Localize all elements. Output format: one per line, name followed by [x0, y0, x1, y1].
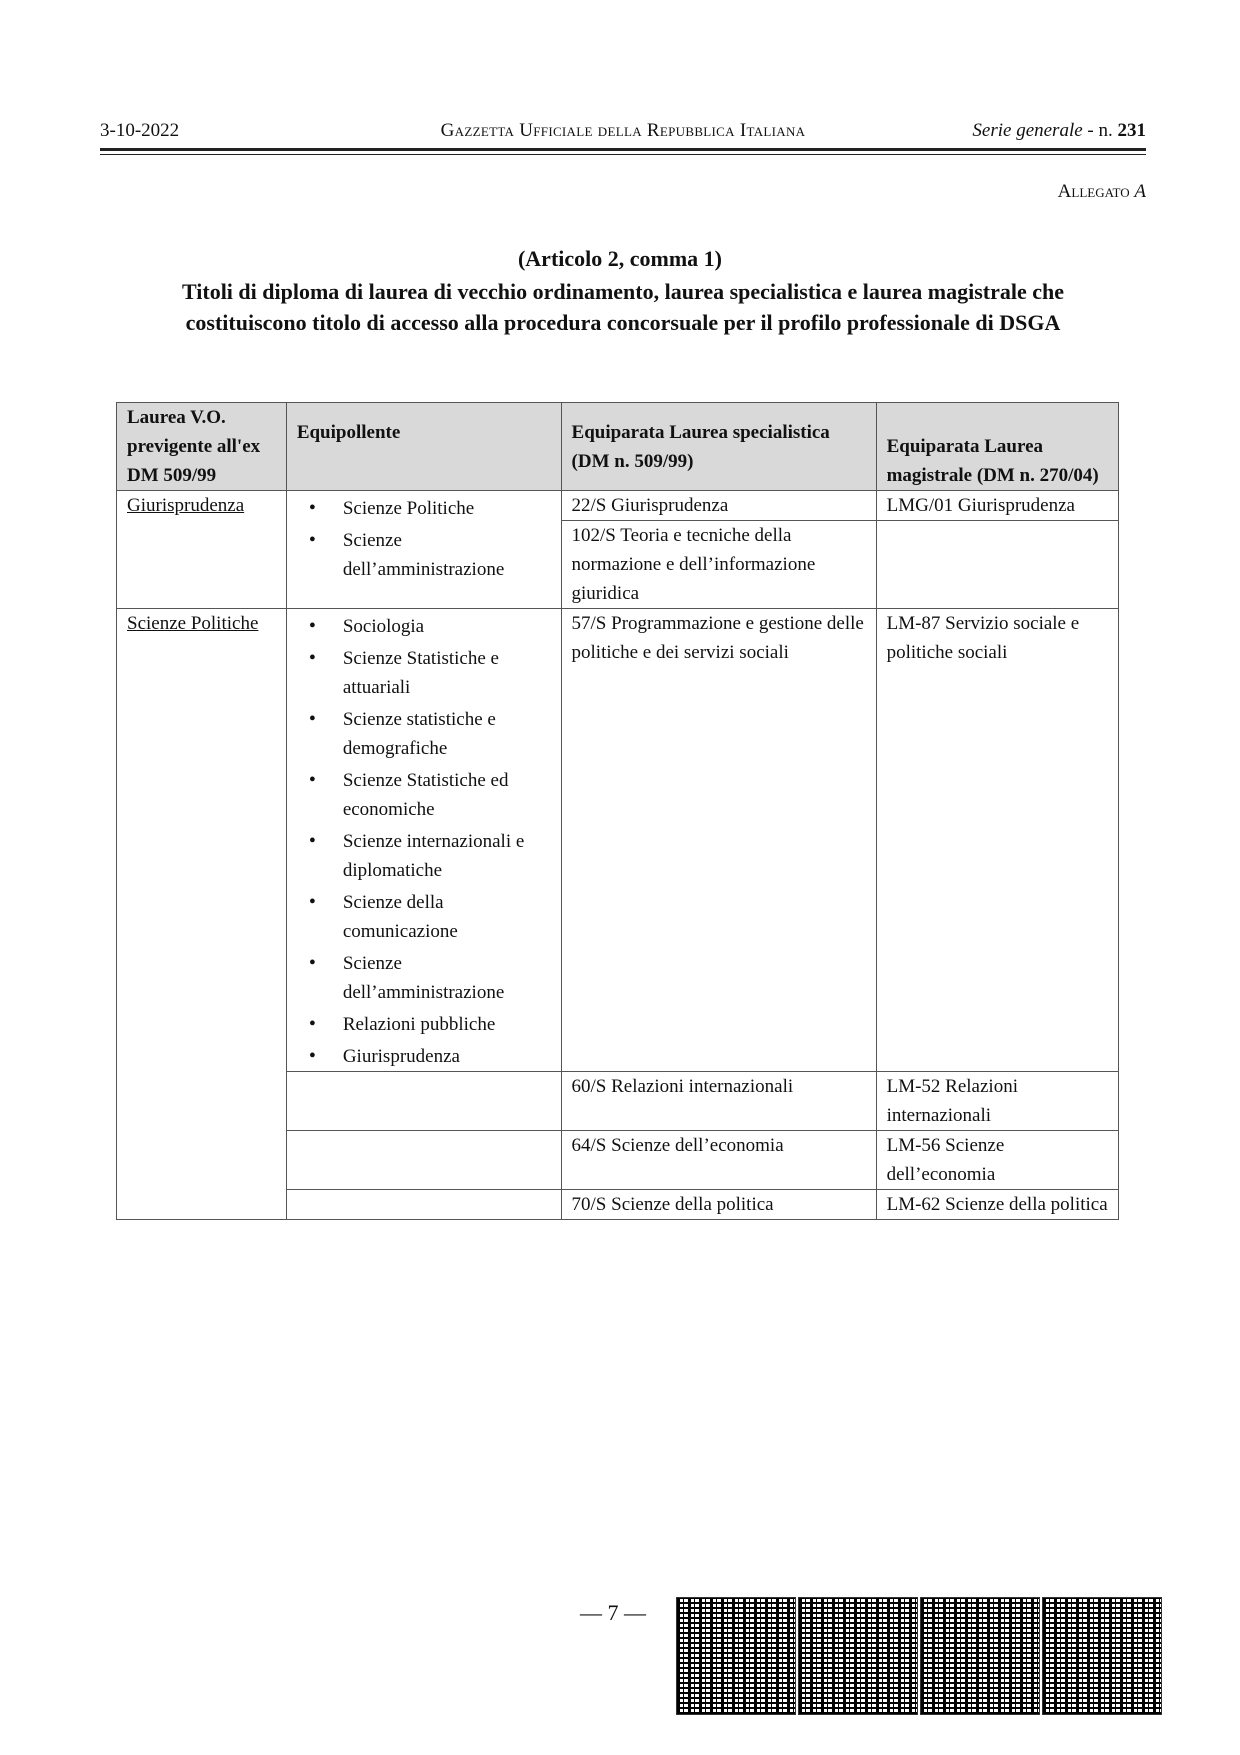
cell-specialistica: 102/S Teoria e tecniche della normazione e dell’informazione giuridica — [561, 521, 876, 609]
table-row — [117, 609, 1119, 1072]
table-row — [117, 491, 1119, 521]
list-item: • Scienze dell’amministrazione — [297, 526, 551, 584]
list-item: • Scienze della comunicazione — [297, 888, 551, 946]
list-item: • Scienze internazionali e diplomatiche — [297, 827, 551, 885]
equipollenti-list — [297, 612, 551, 1071]
barcode-icon — [920, 1597, 1040, 1715]
page-header — [100, 120, 1146, 146]
serie-sep: - n. — [1082, 120, 1118, 141]
header-title: Gazzetta Ufficiale della Repubblica Italiana — [440, 120, 806, 141]
cell-specialistica: 22/S Giurisprudenza — [561, 491, 876, 521]
cell-equipollenti — [286, 1072, 561, 1131]
header-date: 3-10-2022 — [100, 120, 180, 141]
cell-vo — [117, 491, 287, 609]
cell-specialistica: 70/S Scienze della politica — [561, 1190, 876, 1220]
allegato-word: Allegato — [1057, 181, 1130, 202]
list-item: • Scienze Statistiche e attuariali — [297, 644, 551, 702]
serie-label: Serie generale — [972, 120, 1083, 141]
list-item: • Giurisprudenza — [297, 1042, 551, 1071]
cell-equipollenti — [286, 1190, 561, 1220]
vo-title: Giurisprudenza — [127, 495, 245, 516]
cell-equipollenti — [286, 491, 561, 609]
subtitle-line-2: costituiscono titolo di accesso alla procedura concorsuale per il profilo professionale di DSGA — [185, 310, 1061, 335]
cell-equipollenti — [286, 609, 561, 1072]
page-number: — 7 — — [580, 1600, 646, 1625]
cell-specialistica: 60/S Relazioni internazionali — [561, 1072, 876, 1131]
subtitle-line-1: Titoli di diploma di laurea di vecchio ordinamento, laurea specialistica e laurea magistrale che — [181, 279, 1064, 304]
list-item: • Scienze dell’amministrazione — [297, 949, 551, 1007]
cell-magistrale: LM-87 Servizio sociale e politiche sociali — [876, 609, 1118, 1072]
cell-specialistica: 57/S Programmazione e gestione delle politiche e dei servizi sociali — [561, 609, 876, 1072]
cell-magistrale: LM-56 Scienze dell’economia — [876, 1131, 1118, 1190]
allegato-label — [1058, 181, 1146, 203]
list-item: • Scienze statistiche e demografiche — [297, 705, 551, 763]
cell-equipollenti — [286, 1131, 561, 1190]
header-equipollente: Equipollente — [286, 403, 561, 491]
header-magistrale: Equiparata Laurea magistrale (DM n. 270/04) — [876, 403, 1118, 491]
list-item: • Relazioni pubbliche — [297, 1010, 551, 1039]
header-specialistica: Equiparata Laurea specialistica (DM n. 509/99) — [561, 403, 876, 491]
cell-magistrale — [876, 521, 1118, 609]
titles-table — [116, 402, 1119, 1220]
cell-magistrale: LM-52 Relazioni internazionali — [876, 1072, 1118, 1131]
cell-vo — [117, 609, 287, 1220]
header-rule-thick — [100, 148, 1146, 151]
serie-number: 231 — [1117, 120, 1146, 141]
list-item: • Sociologia — [297, 612, 551, 641]
allegato-letter: A — [1134, 181, 1146, 202]
cell-magistrale: LM-62 Scienze della politica — [876, 1190, 1118, 1220]
barcode-icon — [1042, 1597, 1162, 1715]
barcode-icon — [676, 1597, 796, 1715]
equipollenti-list — [297, 494, 551, 584]
header-serie — [972, 120, 1146, 142]
table-header-row — [117, 403, 1119, 491]
barcode-icon — [798, 1597, 918, 1715]
cell-specialistica: 64/S Scienze dell’economia — [561, 1131, 876, 1190]
header-rule-thin — [100, 154, 1146, 155]
vo-title: Scienze Politiche — [127, 613, 259, 634]
header-laurea-vo: Laurea V.O. previgente all'ex DM 509/99 — [117, 403, 287, 491]
articolo-heading: (Articolo 2, comma 1) — [517, 246, 723, 271]
list-item: • Scienze Statistiche ed economiche — [297, 766, 551, 824]
cell-magistrale: LMG/01 Giurisprudenza — [876, 491, 1118, 521]
list-item: • Scienze Politiche — [297, 494, 551, 523]
document-subtitle — [100, 276, 1146, 338]
